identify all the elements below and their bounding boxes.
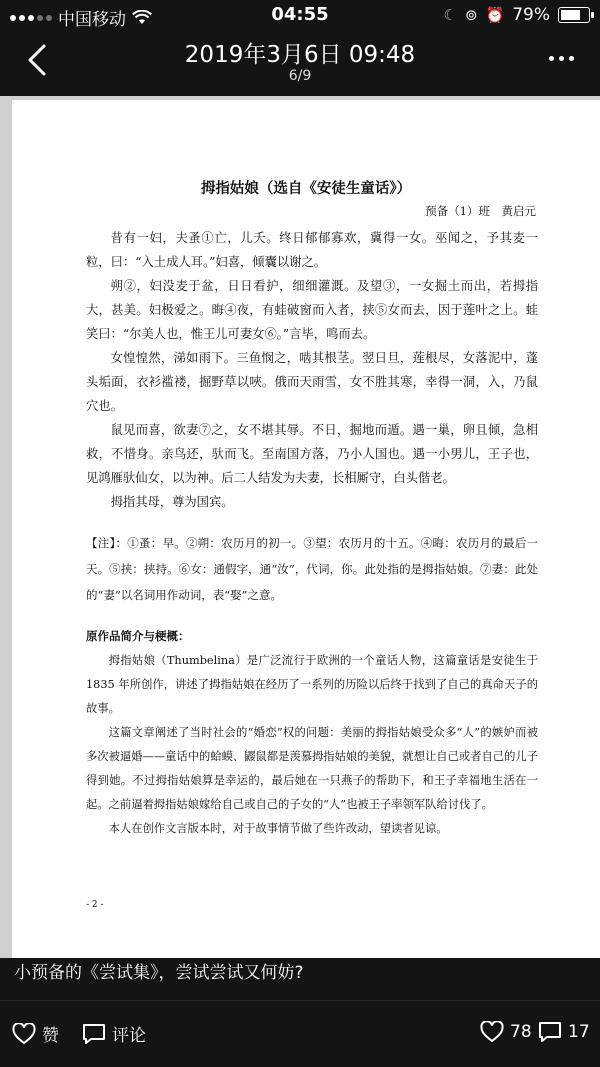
story-body [86, 226, 538, 514]
comment-icon [82, 1023, 106, 1045]
viewer-header [0, 30, 600, 92]
rotation-lock-icon: ⊚ [464, 6, 478, 24]
like-count: 78 [510, 1022, 532, 1042]
post-caption: 小预备的《尝试集》，尝试尝试又何妨? [14, 963, 304, 983]
page-number: - 2 - [86, 900, 104, 910]
page-indicator: 6/9 [288, 68, 312, 84]
intro-paragraph: 这篇文章阐述了当时社会的“婚恋”权的问题：美丽的拇指姑娘受众多“人”的嫉妒而被多次被逼婚——童话中的蛤蟆、鼹鼠都是羡慕拇指姑娘的美貌，就想让自己或者自己的儿子得到她。不过拇指姑娘算是幸运的，最后她在一只燕子的帮助下，和王子幸福地生活在一起。之前逼着拇指姑娘嫁给自己或自己的子女的“人”也被王子率领军队给讨伐了。 [86, 726, 538, 811]
comment-icon [538, 1021, 562, 1043]
status-bar [0, 0, 600, 30]
like-label: 赞 [42, 1026, 59, 1046]
post-date-title: 2019年3月6日 09:48 [184, 42, 416, 68]
moon-icon: ☾ [443, 6, 457, 24]
like-button[interactable] [12, 1021, 59, 1046]
carrier-label: 中国移动 [58, 10, 126, 30]
more-options-icon[interactable] [549, 56, 574, 61]
clock: 04:55 [271, 4, 329, 25]
document-title: 拇指姑娘（选自《安徒生童话》） [200, 180, 412, 197]
document-author: 预备（1）班 黄启元 [425, 204, 536, 218]
heart-icon [480, 1021, 504, 1043]
battery-percent: 79% [512, 5, 550, 25]
intro-paragraph: 拇指姑娘（Thumbelina）是广泛流行于欧洲的一个童话人物，这篇童话是安徒生于 1835 年所创作，讲述了拇指姑娘在经历了一系列的历险以后终于找到了自己的真命天子的故事。 [86, 654, 538, 715]
heart-icon [12, 1023, 36, 1045]
comment-count-button[interactable] [538, 1021, 590, 1043]
like-count-button[interactable] [480, 1021, 532, 1043]
story-paragraph: 鼠见而喜，欲妻⑦之，女不堪其辱。不日，掘地而遁。遇一巢，卵且倾，急相救，不惜身。亲鸟还，驮而飞。至南国方落，乃小人国也。遇一小男儿，王子也，见鸿雁驮仙女，以为神。后二人结发为夫妻，长相厮守，白头偕老。 [86, 423, 538, 485]
intro-paragraph: 本人在创作文言版本时，对于故事情节做了些许改动，望读者见谅。 [108, 822, 448, 835]
annotation-notes [86, 530, 538, 608]
battery-icon [558, 7, 590, 23]
comment-button[interactable] [82, 1021, 146, 1046]
notes-text: 【注】：①蚤：早。②朔：农历月的初一。③望：农历月的十五。④晦：农历月的最后一天。⑤挟：挟持。⑥女：通假字，通“汝”，代词，你。此处指的是拇指姑娘。⑦妻：此处的“妻”以名词用作动词，表“娶”之意。 [86, 536, 538, 602]
action-bar [0, 1000, 600, 1067]
comment-label: 评论 [112, 1026, 146, 1046]
story-paragraph: 朔②，妇没麦于盆，日日看护，细细灌溉。及望③，一女掘土而出，若拇指大，甚美。妇极爱之。晦④夜，有蛙破窗而入者，挟⑤女而去，因于莲叶之上。蛙笑曰：“尔美人也，惟王儿可妻女⑥。”言毕，鸣而去。 [86, 279, 538, 341]
alarm-icon: ⏰ [485, 6, 505, 24]
comment-count: 17 [568, 1022, 590, 1042]
story-paragraph: 拇指其母，尊为国宾。 [110, 495, 234, 509]
intro-body [86, 649, 538, 841]
story-paragraph: 女惶惶然，涕如雨下。三鱼悯之，啮其根茎。翌日旦，莲根尽，女落泥中，蓬头垢面，衣衫褴褛，掘野草以唊。俄而天雨雪，女不胜其寒，幸得一洞，入，乃鼠穴也。 [86, 351, 538, 413]
story-paragraph: 昔有一妇，夫蚤①亡，儿夭。终日郁郁寡欢，冀得一女。巫闻之，予其麦一粒，曰：“入土成人耳。”妇喜，倾囊以谢之。 [86, 231, 538, 269]
intro-heading: 原作品简介与梗概： [86, 629, 190, 643]
document-page[interactable] [12, 100, 600, 958]
